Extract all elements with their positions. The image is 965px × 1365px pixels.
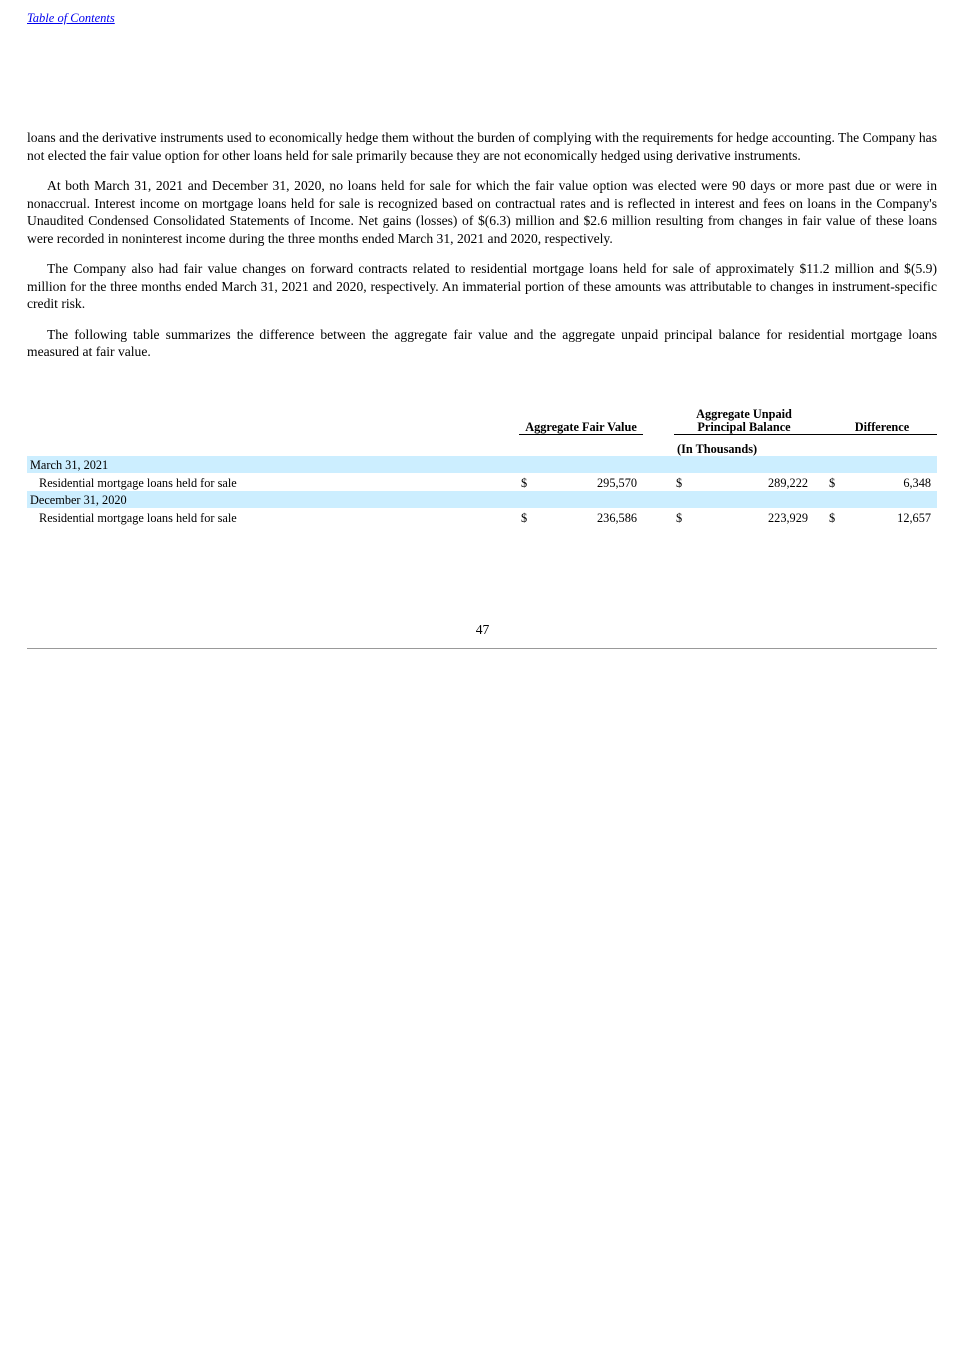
table-row [27,473,937,491]
section-row-march-2021 [27,456,937,474]
currency-symbol: $ [521,510,528,525]
header-col2-line1: Aggregate Unpaid [696,407,792,421]
units-label: (In Thousands) [677,441,758,456]
header-difference: Difference [827,402,937,435]
row-label: Residential mortgage loans held for sale [39,475,237,490]
document-body [27,129,937,374]
currency-symbol: $ [676,475,683,490]
section-date: March 31, 2021 [27,456,519,474]
currency-symbol: $ [521,475,528,490]
currency-symbol: $ [829,475,836,490]
unpaid-principal-cell: 223,929 [768,510,808,525]
fair-value-cell: 236,586 [597,510,637,525]
currency-symbol: $ [676,510,683,525]
paragraph-4: The following table summarizes the difference between the aggregate fair value and the aggregate unpaid principal balance for residential mortgage loans measured at fair value. [27,326,937,359]
footer-divider [27,648,937,649]
row-label: Residential mortgage loans held for sale [39,510,237,525]
section-date: December 31, 2020 [27,491,519,509]
difference-cell: 12,657 [897,510,931,525]
currency-symbol: $ [829,510,836,525]
unpaid-principal-cell: 289,222 [768,475,808,490]
table-row [27,508,937,526]
header-col2-line2: Principal Balance [697,420,791,434]
fair-value-table [27,402,937,526]
units-row [27,435,937,456]
difference-cell: 6,348 [903,475,931,490]
section-row-december-2020 [27,491,937,509]
table-of-contents-link[interactable]: Table of Contents [27,11,115,25]
table-header-row [27,402,937,435]
paragraph-3: The Company also had fair value changes on forward contracts related to residential mortgage loans held for sale of approximately $11.2 million and $(5.9) million for the three months ended March 31, 2021 and 2020, respectively. An immaterial portion of these amounts was attributable to changes in instrument-specific credit risk. [27,261,937,311]
page-number: 47 [475,622,490,637]
header-aggregate-fair-value: Aggregate Fair Value [519,402,643,435]
paragraph-2: At both March 31, 2021 and December 31, 2020, no loans held for sale for which the fair value option was elected were 90 days or more past due or were in nonaccrual. Interest income on mortgage loans held for sale is recognized based on contractual rates and is reflected in interest and fees on loans in the Company's Unaudited Condensed Consolidated Statements of Income. Net gains (losses) of $(6.3) million and $2.6 million resulting from changes in fair value of these loans were recorded in noninterest income during the three months ended March 31, 2021 and 2020, respectively. [27,178,937,246]
fair-value-cell: 295,570 [597,475,637,490]
header-aggregate-unpaid-principal [674,402,814,435]
paragraph-1: loans and the derivative instruments used to economically hedge them without the burden of complying with the requirements for hedge accounting. The Company has not elected the fair value option for other loans held for sale primarily because they are not economically hedged using derivative instruments. [27,130,937,163]
